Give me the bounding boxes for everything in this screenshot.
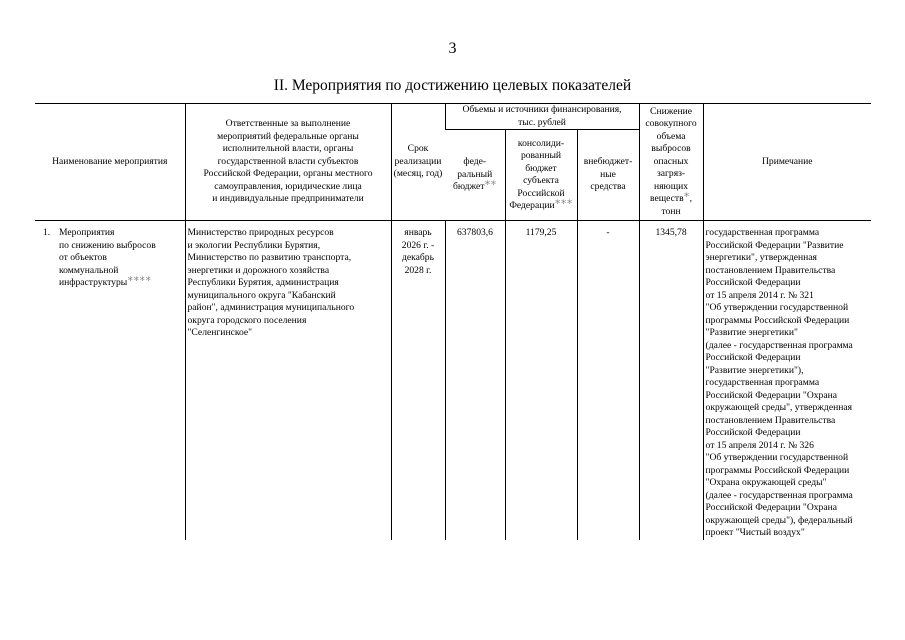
table-header-row — [35, 104, 871, 130]
cell-name — [35, 221, 185, 540]
measures-table — [35, 103, 871, 540]
header-note: Примечание — [703, 104, 871, 221]
header-federal-text: феде- ральный бюджет — [453, 156, 493, 193]
cell-reduction: 1345,78 — [639, 221, 703, 540]
header-consolidated-text: консолиди- рованный бюджет субъекта Российской Федерации — [509, 137, 565, 211]
cell-consolidated: 1179,25 — [505, 221, 577, 540]
header-consolidated-footnote: ＊＊＊ — [554, 199, 573, 206]
row-name-footnote: ＊＊＊＊ — [127, 276, 152, 283]
cell-extrabudget: - — [577, 221, 639, 540]
header-name: Наименование мероприятия — [35, 104, 185, 221]
header-reduction-text: Снижение совокупного объема выбросов опасных загряз- няющих веществ — [645, 105, 697, 205]
table-row — [35, 221, 871, 540]
row-number: 1. — [43, 227, 51, 238]
row-name — [59, 227, 183, 290]
header-federal — [445, 130, 505, 221]
header-funding: Объемы и источники финансирования, тыс. рублей — [445, 104, 639, 130]
header-consolidated — [505, 130, 577, 221]
cell-responsible: Министерство природных ресурсов и экологии Республики Бурятия, Министерство по развитию транспорта, энергетики и дорожного хозяйства Республики Бурятия, администрация муниципального округа "Кабанский район", администрация муниципального округа городского поселения "Селенгинское" — [185, 221, 391, 540]
row-name-text: Мероприятия по снижению выбросов от объектов коммунальной инфраструктуры — [59, 227, 156, 288]
page-number: 3 — [448, 40, 457, 57]
cell-term: январь 2026 г. - декабрь 2028 г. — [391, 221, 445, 540]
header-responsible: Ответственные за выполнение мероприятий федеральные органы исполнительной власти, органы государственной власти субъектов Российской Федерации, органы местного самоуправления, юридические лица и индивидуальные предприниматели — [185, 104, 391, 221]
section-title: II. Мероприятия по достижению целевых показателей — [273, 77, 632, 94]
cell-note: государственная программа Российской Федерации "Развитие энергетики", утвержденная постановлением Правительства Российской Федерации от 15 апреля 2014 г. № 321 "Об утверждении государственной программы Российской Федерации "Развитие энергетики" (далее - государственная программа Российской Федерации "Развитие энергетики"), государственная программа Российской Федерации "Охрана окружающей среды", утвержденная постановлением Правительства Российской Федерации от 15 апреля 2014 г. № 326 "Об утверждении государственной программы Российской Федерации "Охрана окружающей среды" (далее - государственная программа Российской Федерации "Охрана окружающей среды"), федеральный проект "Чистый воздух" — [703, 221, 871, 540]
header-federal-footnote: ＊＊ — [484, 181, 497, 188]
cell-federal: 637803,6 — [445, 221, 505, 540]
header-reduction — [639, 104, 703, 221]
header-reduction-unit: , тонн — [661, 193, 693, 217]
header-extrabudget: внебюджет- ные средства — [577, 130, 639, 221]
header-reduction-footnote: ＊ — [683, 193, 690, 200]
header-term: Срок реализации (месяц, год) — [391, 104, 445, 221]
